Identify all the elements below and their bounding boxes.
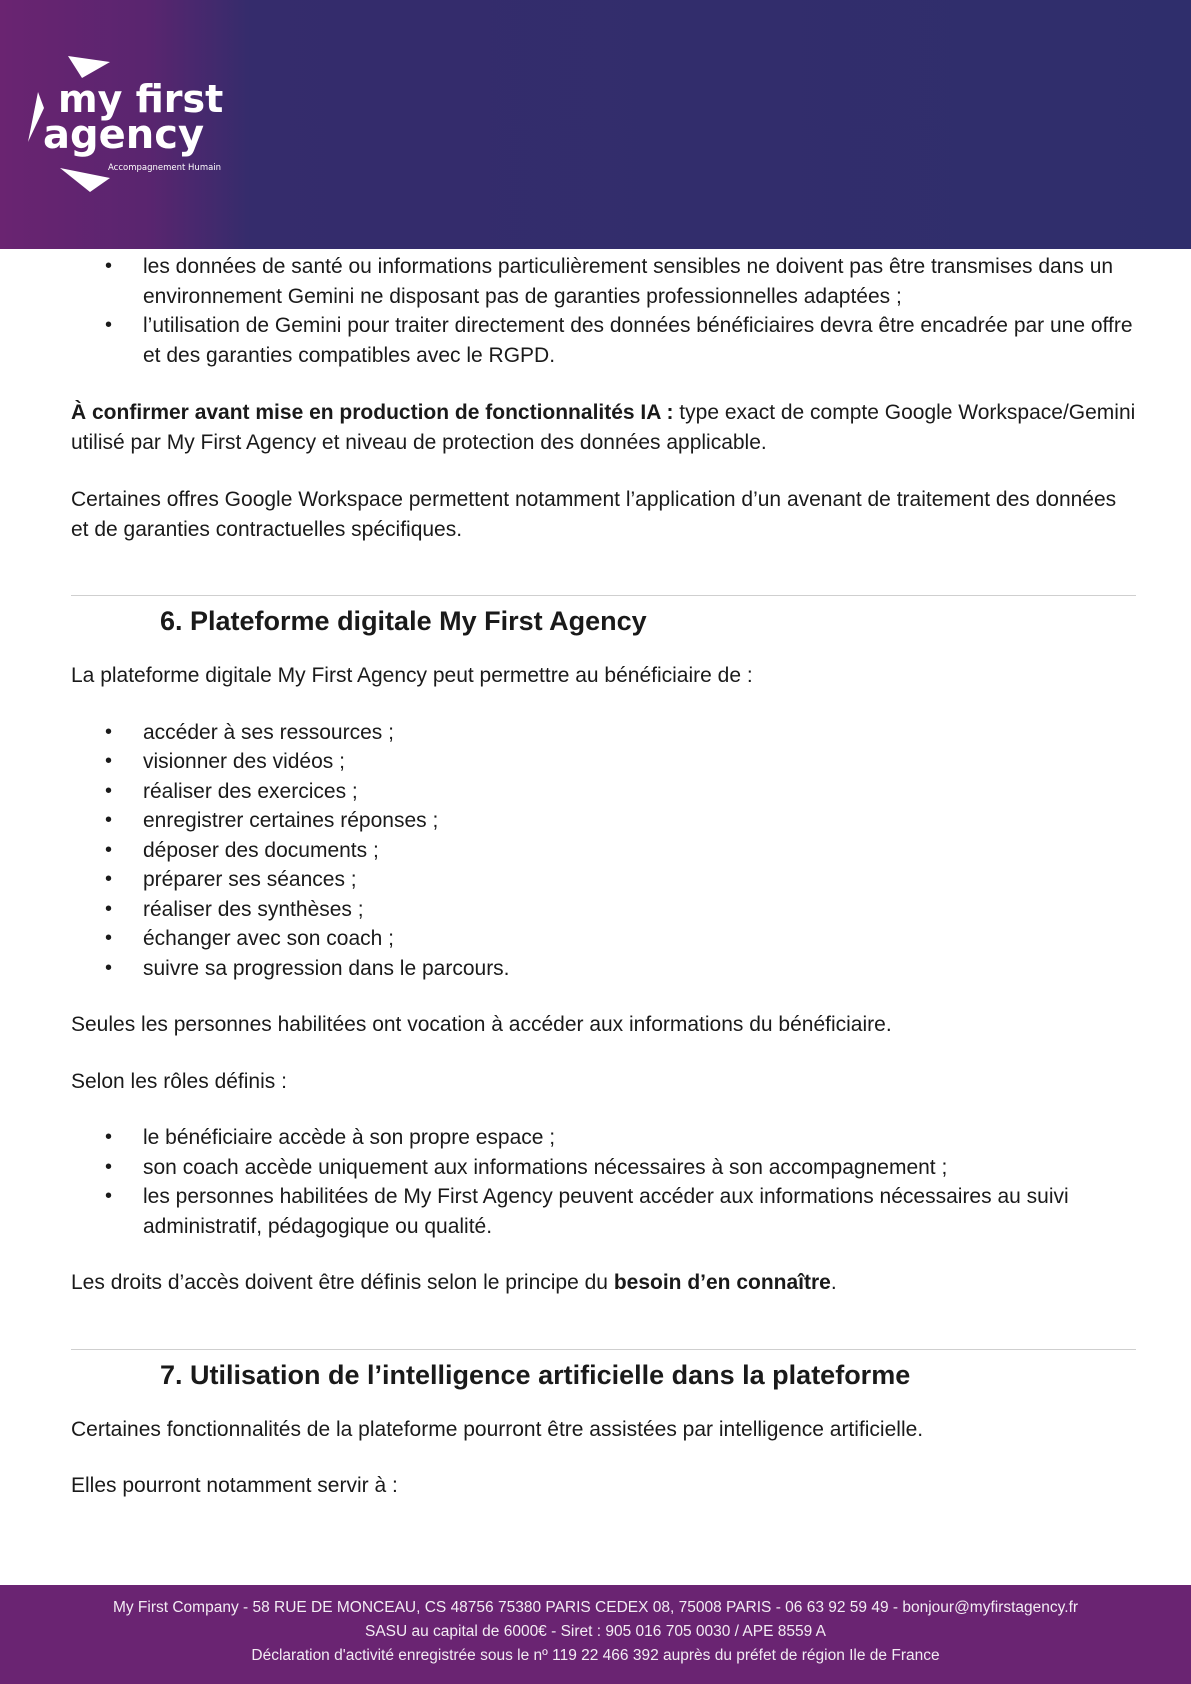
list-item: • enregistrer certaines réponses ;	[71, 806, 1136, 836]
section-6-title: 6. Plateforme digitale My First Agency	[160, 606, 647, 636]
list-item: • visionner des vidéos ;	[71, 747, 1136, 777]
rights-suffix: .	[830, 1271, 837, 1294]
access-rights-note	[71, 1268, 1136, 1298]
section-7-title: 7. Utilisation de l’intelligence artificielle dans la plateforme	[160, 1359, 911, 1390]
rights-emphasis: besoin d’en connaître	[613, 1271, 831, 1294]
roles-list	[71, 1123, 1136, 1241]
list-item: • réaliser des exercices ;	[71, 777, 1136, 807]
footer-address-line: My First Company - 58 RUE DE MONCEAU, CS 48756 75380 PARIS CEDEX 08, 75008 PARIS - 06 63 92 59 49 - bonjour@myfirstagency.fr	[112, 1599, 1079, 1616]
list-item: • le bénéficiaire accède à son propre espace ;	[71, 1123, 1136, 1153]
section-6-intro: La plateforme digitale My First Agency peut permettre au bénéficiaire de :	[71, 664, 753, 687]
logo-line1: my first	[58, 77, 224, 121]
section-7-paragraph: Certaines fonctionnalités de la plateforme pourront être assistées par intelligence artificielle.	[71, 1417, 924, 1441]
confirm-note-label: À confirmer avant mise en production de fonctionnalités IA :	[71, 401, 674, 424]
company-logo	[10, 50, 250, 200]
logo-shard-left	[28, 92, 44, 142]
confirm-note-text: type exact de compte Google Workspace/Gemini utilisé par My First Agency et niveau de protection des données applicable.	[71, 401, 1136, 454]
list-item: • accéder à ses ressources ;	[71, 718, 1136, 748]
section-7-lead-in: Elles pourront notamment servir à :	[71, 1474, 398, 1497]
access-note: Seules les personnes habilitées ont vocation à accéder aux informations du bénéficiaire.	[71, 1013, 892, 1036]
logo-tagline: Accompagnement Humain	[108, 163, 222, 173]
list-item: • les personnes habilitées de My First Agency peuvent accéder aux informations nécessaires au suivi administratif, pédagogique ou qualité.	[71, 1182, 1136, 1241]
list-item: • son coach accède uniquement aux informations nécessaires à son accompagnement ;	[71, 1153, 1136, 1183]
list-item: • l’utilisation de Gemini pour traiter directement des données bénéficiaires devra être encadrée par une offre et des garanties compatibles avec le RGPD.	[71, 311, 1136, 370]
list-item: • préparer ses séances ;	[71, 865, 1136, 895]
list-item: • réaliser des synthèses ;	[71, 895, 1136, 925]
footer-declaration-line: Déclaration d'activité enregistrée sous le nº 119 22 466 392 auprès du préfet de région Ile de France	[251, 1647, 940, 1664]
list-item: • suivre sa progression dans le parcours.	[71, 954, 1136, 984]
roles-intro: Selon les rôles définis :	[71, 1069, 287, 1093]
list-item: • déposer des documents ;	[71, 836, 1136, 866]
platform-features-list	[71, 718, 1136, 984]
page-footer	[0, 1585, 1191, 1684]
list-item: • les données de santé ou informations particulièrement sensibles ne doivent pas être transmises dans un environnement Gemini ne disposant pas de garanties professionnelles adaptées ;	[71, 252, 1136, 311]
footer-company-line: SASU au capital de 6000€ - Siret : 905 016 705 0030 / APE 8559 A	[364, 1623, 827, 1640]
rights-prefix: Les droits d’accès doivent être définis selon le principe du	[71, 1271, 614, 1294]
list-item: • échanger avec son coach ;	[71, 924, 1136, 954]
intro-bullet-list	[71, 252, 1136, 370]
page-header	[0, 0, 1191, 249]
logo-shard-top	[68, 56, 110, 78]
logo-shard-bottom	[60, 168, 110, 192]
logo-line2: agency	[43, 112, 205, 158]
workspace-note: Certaines offres Google Workspace permettent notamment l’application d’un avenant de traitement des données et de garanties contractuelles spécifiques.	[71, 488, 1117, 541]
confirm-note	[71, 398, 1136, 457]
document-body	[71, 252, 1136, 1501]
